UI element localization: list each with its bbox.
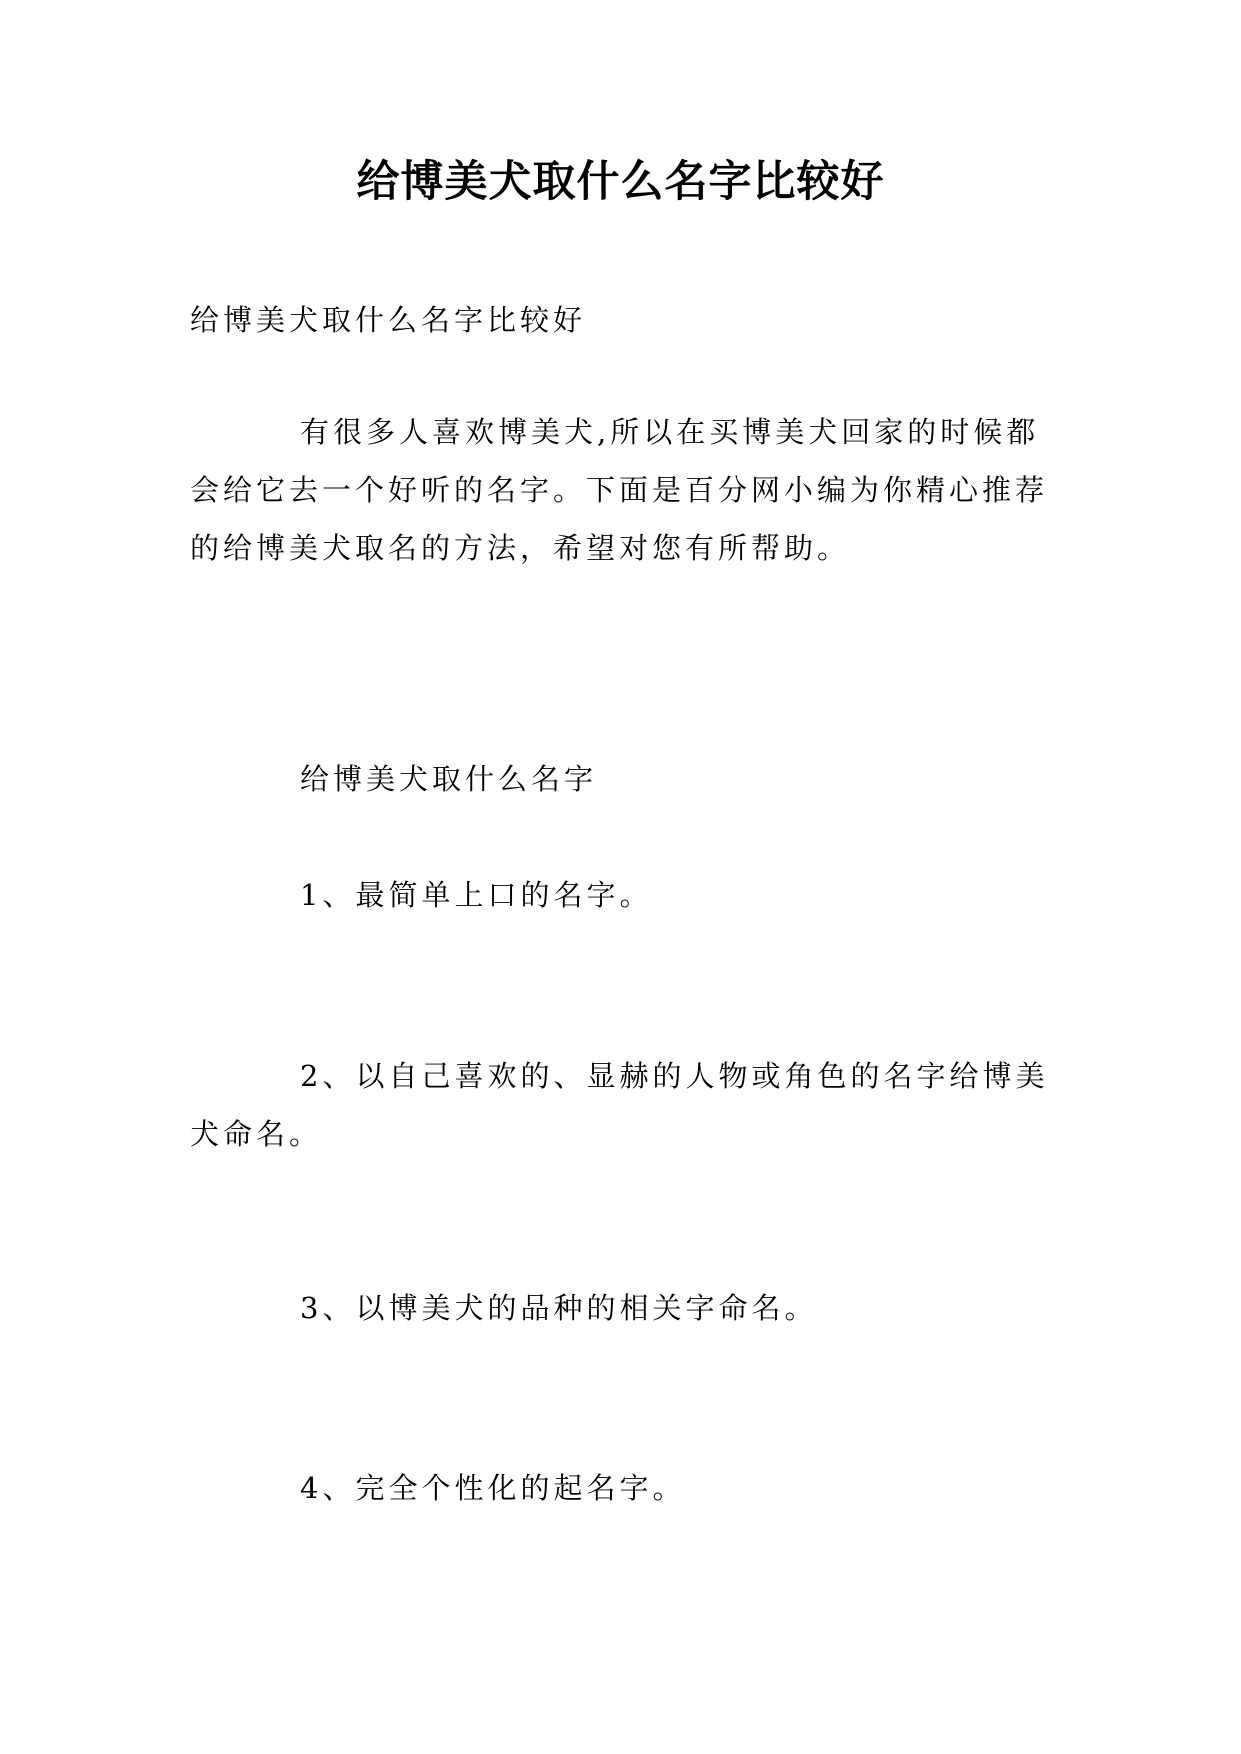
list-item: 4、完全个性化的起名字。 (300, 1471, 686, 1505)
list-item: 1、最简单上口的名字。 (300, 878, 653, 912)
document-subtitle: 给博美犬取什么名字比较好 (190, 303, 587, 337)
list-item: 2、以自己喜欢的、显赫的人物或角色的名字给博美犬命名。 (190, 1059, 1049, 1151)
list-item: 3、以博美犬的品种的相关字命名。 (300, 1291, 818, 1325)
intro-paragraph: 有很多人喜欢博美犬,所以在买博美犬回家的时候都会给它去一个好听的名字。下面是百分网小编为你精心推荐的给博美犬取名的方法，希望对您有所帮助。 (190, 415, 1049, 565)
document-title: 给博美犬取什么名字比较好 (356, 157, 885, 207)
section-heading: 给博美犬取什么名字 (300, 762, 598, 796)
